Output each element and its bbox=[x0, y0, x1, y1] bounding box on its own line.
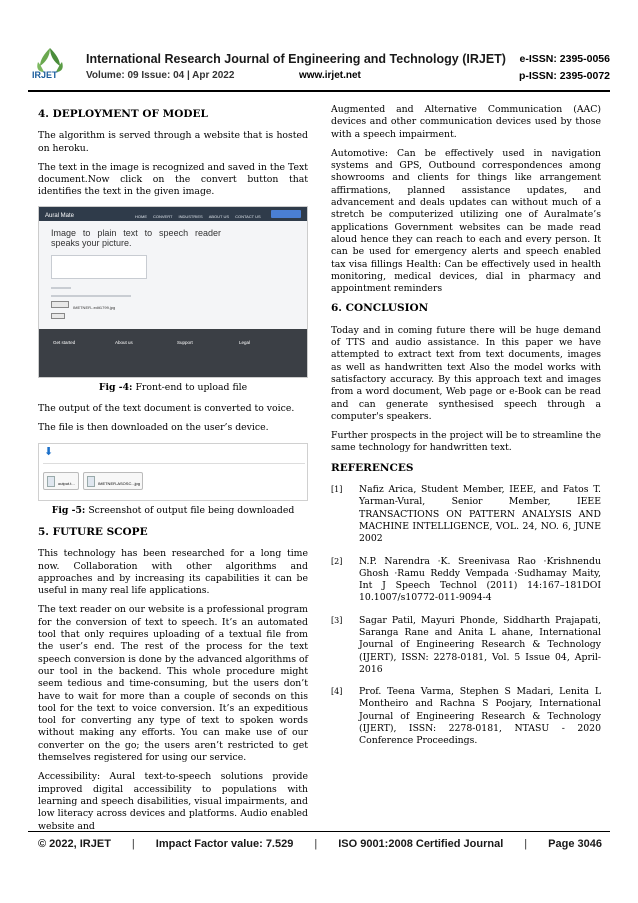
mock-file-name: IMETNER-.edit1799.jpg bbox=[73, 304, 116, 310]
divider bbox=[43, 463, 305, 464]
paragraph: The text reader on our website is a professional program for the conversion of text to speech. It’s an automated tool that only requires uploading of a textual file from the user’s end. The rest of the process for the text speech conversion is done by the advanced algorithms of our tool in the backend. This whole procedure might seem tedious and time-consuming, but the users don’t have to wait for more than a couple of seconds on this tool for the text to voice conversion. It’s an expeditious tool for converting any type of text to spoken words without making any efforts. You can make use of our converter on the go; the users aren’t restricted to get themselves registered for using our service. bbox=[38, 604, 308, 764]
journal-title: International Research Journal of Engineering and Technology (IRJET) bbox=[86, 52, 506, 66]
irjet-logo bbox=[28, 44, 72, 88]
paragraph: Today and in coming future there will be huge demand of TTS and audio assistance. In this paper we have attempted to extract text from text documents, images as well as handwritten text Also the model works with satisfactory accuracy. By this approach text and images from a word document, Web page or e-Book can be read and can generate synthesised speech through a computer's speakers. bbox=[331, 324, 601, 422]
reference-item bbox=[331, 556, 601, 605]
mock-footer-col: Support bbox=[177, 339, 193, 345]
reference-item bbox=[331, 484, 601, 545]
figure-5-download-screenshot bbox=[38, 443, 308, 501]
figure-4-caption bbox=[38, 382, 308, 394]
mock-menu-item: CONTACT US bbox=[235, 213, 261, 219]
mock-login-button bbox=[271, 210, 301, 218]
reference-text: N.P. Narendra ·K. Sreenivasa Rao ·Krishnendu Ghosh ·Ramu Reddy Vempada ·Sudhamay Maity, Int J Speech Technol (2011) 14:167–181DOI 10.1007/s10772-011-9094-4 bbox=[359, 555, 601, 604]
reference-number: [2] bbox=[331, 556, 343, 566]
mock-footer bbox=[39, 329, 307, 378]
download-arrow-icon: ⬇ bbox=[44, 445, 54, 458]
journal-website-link[interactable]: www.irjet.net bbox=[299, 70, 361, 81]
logo-wordmark: IRJET bbox=[32, 70, 58, 80]
footer-separator: | bbox=[524, 838, 528, 850]
file-name: output.t... bbox=[58, 480, 75, 486]
impact-factor: Impact Factor value: 7.529 bbox=[155, 838, 294, 850]
paragraph: Further prospects in the project will be to streamline the same technology for handwritten text. bbox=[331, 430, 601, 454]
page-number: Page 3046 bbox=[548, 838, 602, 850]
paragraph: Augmented and Alternative Communication (AAC) devices and other communication devices used by those with a speech impairment. bbox=[331, 104, 601, 140]
file-name: IMETNER-ASOSC...jpg bbox=[98, 480, 141, 486]
reference-text: Prof. Teena Varma, Stephen S Madari, Lenita L Montheiro and Rachna S Poojary, International Journal of Engineering Research & Technology (IJERT), ISSN: 2278-0181, NTASU - 2020 Conference Proceedings. bbox=[359, 686, 601, 747]
reference-text: Nafiz Arica, Student Member, IEEE, and Fatos T. Yarman-Vural, Senior Member, IEEE TRANSACTIONS ON PATTERN ANALYSIS AND MACHINE INTELLIGENCE, VOL. 24, NO. 6, JUNE 2002 bbox=[359, 484, 601, 545]
reference-number: [1] bbox=[331, 485, 343, 495]
footer-separator: | bbox=[314, 838, 318, 850]
figure-label: Fig -5: bbox=[51, 504, 86, 516]
mock-menu-item: INDUSTRIES bbox=[178, 213, 203, 219]
volume-issue: Volume: 09 Issue: 04 | Apr 2022 bbox=[86, 70, 235, 81]
reference-number: [4] bbox=[331, 687, 343, 697]
copyright: © 2022, IRJET bbox=[38, 838, 111, 850]
paragraph: The text in the image is recognized and saved in the Text document.Now click on the convert button that identifies the text in the given image. bbox=[38, 161, 308, 198]
mock-menu bbox=[135, 211, 261, 223]
mock-brand: Aural Mate bbox=[45, 212, 75, 219]
footer-separator: | bbox=[131, 838, 135, 850]
reference-list bbox=[331, 484, 601, 748]
section-heading-conclusion: 6. CONCLUSION bbox=[331, 302, 429, 315]
mock-menu-item: CONVERT bbox=[153, 213, 173, 219]
paragraph: Accessibility: Aural text-to-speech solutions provide improved digital accessibility to populations with learning and speech disabilities, visual impairments, and low literacy across devices and platforms. Audio enabled website and bbox=[38, 771, 308, 832]
right-column bbox=[331, 104, 601, 758]
reference-item bbox=[331, 615, 601, 676]
figure-4-frontend-screenshot bbox=[38, 206, 308, 378]
mock-menu-item: ABOUT US bbox=[208, 213, 230, 219]
mock-choose-file-button bbox=[51, 301, 69, 308]
mock-submit-button bbox=[51, 313, 65, 319]
eissn: e-ISSN: 2395-0056 bbox=[519, 53, 610, 65]
section-heading-deployment: 4. DEPLOYMENT OF MODEL bbox=[38, 108, 208, 120]
paragraph: Automotive: Can be effectively used in navigation systems and GPS, Outbound correspondences among showrooms and clients for things like arrangement affirmations, planned assistance updates, and advancement and deals updates can without much of a stretch be computerized utilizing one of Auralmate’s applications Government websites can be made read aloud hence they can reach to each and every person. It can be used for emergency alerts and speech enabled tax visa fillings Health: Can be effectively used in health monitoring, medical devices, dial in pharmacy and appointment reminders bbox=[331, 147, 601, 295]
downloaded-file-chip bbox=[43, 472, 79, 490]
mock-hero-text: Image to plain text to speech reader speaks your picture. bbox=[51, 227, 221, 248]
iso-certification: ISO 9001:2008 Certified Journal bbox=[338, 838, 504, 850]
mock-text-line bbox=[51, 287, 71, 289]
reference-text: Sagar Patil, Mayuri Phonde, Siddharth Prajapati, Saranga Rane and Anita L ahane, International Journal of Engineering Research & Technology (IJERT), ISSN: 2278-0181, Vol. 5 Issue 04, April-2016 bbox=[359, 614, 601, 675]
mock-text-box bbox=[51, 255, 147, 279]
document-icon bbox=[87, 476, 95, 487]
paragraph: The algorithm is served through a website that is hosted on heroku. bbox=[38, 130, 308, 154]
left-column bbox=[38, 104, 308, 840]
mock-footer-col: Legal bbox=[239, 339, 251, 345]
mock-menu-item: HOME bbox=[135, 213, 147, 219]
page-footer bbox=[38, 838, 602, 850]
paragraph: The file is then downloaded on the user’s device. bbox=[38, 422, 269, 434]
figure-5-caption bbox=[38, 505, 308, 517]
pissn: p-ISSN: 2395-0072 bbox=[518, 70, 610, 82]
header-rule bbox=[28, 90, 610, 92]
page-header bbox=[28, 40, 610, 88]
footer-rule bbox=[28, 831, 610, 832]
reference-number: [3] bbox=[331, 615, 343, 625]
section-heading-future-scope: 5. FUTURE SCOPE bbox=[38, 525, 148, 538]
paragraph: This technology has been researched for a long time now. Collaboration with other algorithms and approaches and by increasing its capabilities it can be useful in many real life applications. bbox=[38, 548, 308, 597]
mock-navbar bbox=[39, 207, 307, 221]
figure-caption-text: Front-end to upload file bbox=[132, 381, 248, 393]
paragraph: The output of the text document is converted to voice. bbox=[38, 403, 295, 415]
references-heading: REFERENCES bbox=[331, 461, 414, 474]
mock-footer-col: Get started bbox=[53, 339, 76, 345]
downloaded-file-chip bbox=[83, 472, 143, 490]
mock-text-line bbox=[51, 295, 131, 297]
figure-label: Fig -4: bbox=[98, 381, 133, 393]
reference-item bbox=[331, 686, 601, 747]
document-icon bbox=[47, 476, 55, 487]
mock-footer-col: About us bbox=[115, 339, 133, 345]
figure-caption-text: Screenshot of output file being downloaded bbox=[85, 504, 295, 516]
